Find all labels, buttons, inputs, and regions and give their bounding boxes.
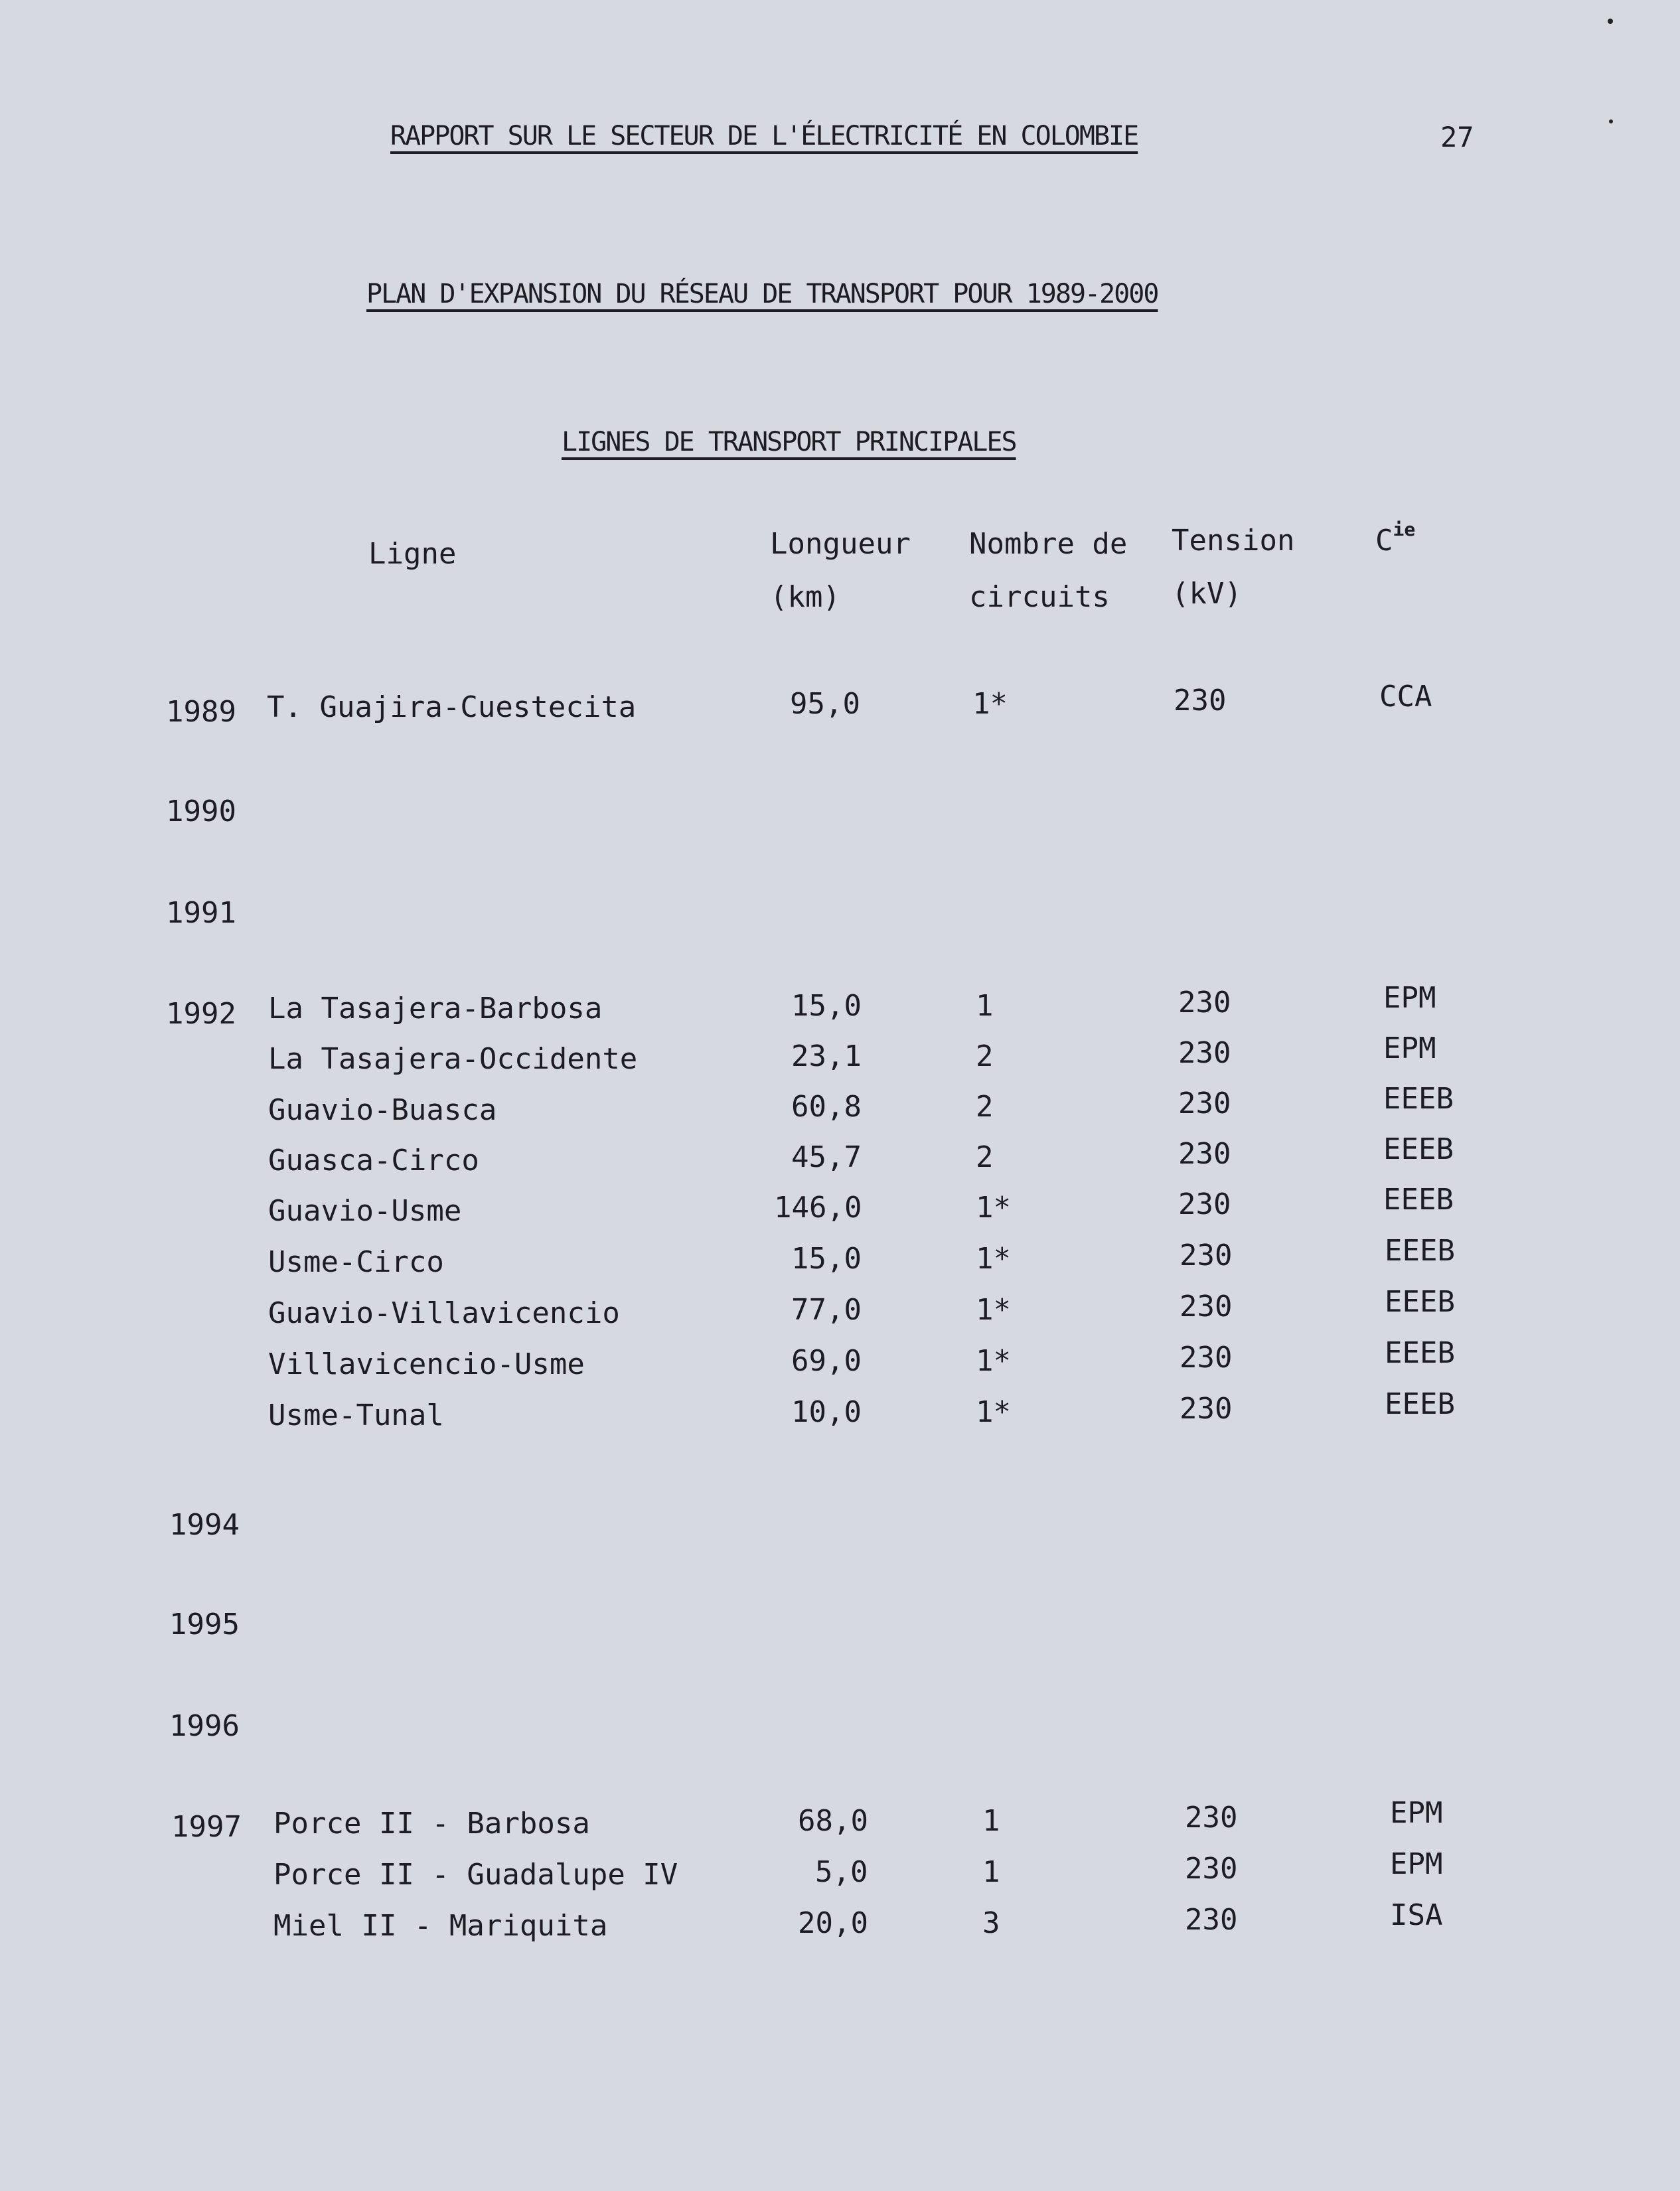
row-ligne: Porce II - Guadalupe IV bbox=[273, 1858, 678, 1892]
row-longueur: 10,0 bbox=[791, 1395, 862, 1429]
row-longueur: 45,7 bbox=[791, 1140, 862, 1174]
row-longueur: 77,0 bbox=[791, 1293, 862, 1327]
row-tension: 230 bbox=[1178, 1087, 1231, 1120]
year-label: 1992 bbox=[166, 997, 236, 1031]
row-longueur: 68,0 bbox=[798, 1804, 868, 1838]
row-ligne: T. Guajira-Cuestecita bbox=[267, 690, 637, 724]
year-label: 1990 bbox=[166, 794, 236, 828]
row-circuits: 2 bbox=[976, 1140, 994, 1174]
year-label: 1989 bbox=[166, 695, 236, 729]
col-header-circuits-line2: circuits bbox=[969, 580, 1110, 614]
row-cie: EEEB bbox=[1385, 1336, 1455, 1370]
row-ligne: Usme-Tunal bbox=[268, 1398, 444, 1432]
row-tension: 230 bbox=[1185, 1852, 1238, 1886]
row-longueur: 60,8 bbox=[791, 1090, 862, 1124]
col-header-tension bbox=[1172, 514, 1294, 621]
year-label: 1996 bbox=[169, 1709, 240, 1743]
col-header-cie-base: C bbox=[1375, 524, 1393, 558]
col-header-longueur-line2: (km) bbox=[770, 580, 840, 614]
row-cie: CCA bbox=[1379, 680, 1432, 714]
row-circuits: 1 bbox=[976, 989, 994, 1023]
row-tension: 230 bbox=[1180, 1239, 1233, 1272]
row-cie: EPM bbox=[1390, 1847, 1443, 1881]
row-circuits: 1* bbox=[976, 1344, 1011, 1378]
year-label: 1991 bbox=[166, 896, 236, 930]
row-longueur: 95,0 bbox=[790, 687, 860, 721]
row-tension: 230 bbox=[1178, 1187, 1231, 1221]
row-ligne: La Tasajera-Barbosa bbox=[268, 992, 603, 1025]
row-tension: 230 bbox=[1180, 1341, 1233, 1375]
row-ligne: Porce II - Barbosa bbox=[273, 1807, 590, 1841]
row-tension: 230 bbox=[1178, 1036, 1231, 1070]
row-circuits: 3 bbox=[982, 1906, 1000, 1940]
row-tension: 230 bbox=[1185, 1903, 1238, 1937]
row-longueur: 20,0 bbox=[798, 1906, 868, 1940]
col-header-longueur bbox=[770, 518, 911, 624]
row-longueur: 15,0 bbox=[791, 989, 862, 1023]
row-longueur: 15,0 bbox=[791, 1242, 862, 1276]
row-cie: EEEB bbox=[1385, 1234, 1455, 1268]
row-cie: EEEB bbox=[1383, 1183, 1454, 1217]
row-ligne: Guavio-Usme bbox=[268, 1194, 462, 1228]
col-header-tension-line1: Tension bbox=[1172, 524, 1295, 558]
row-tension: 230 bbox=[1178, 986, 1231, 1020]
row-circuits: 1* bbox=[972, 687, 1008, 721]
row-cie: EPM bbox=[1383, 1031, 1436, 1065]
row-circuits: 1 bbox=[982, 1855, 1000, 1889]
col-header-circuits-line1: Nombre de bbox=[969, 527, 1128, 561]
row-longueur: 69,0 bbox=[791, 1344, 862, 1378]
row-ligne: Usme-Circo bbox=[268, 1245, 444, 1279]
scan-speck bbox=[1608, 19, 1613, 24]
row-tension: 230 bbox=[1178, 1137, 1231, 1171]
year-label: 1997 bbox=[171, 1810, 242, 1844]
row-cie: EEEB bbox=[1383, 1132, 1454, 1166]
row-tension: 230 bbox=[1180, 1392, 1233, 1426]
col-header-ligne: Ligne bbox=[368, 537, 457, 571]
row-ligne: Guavio-Villavicencio bbox=[268, 1296, 620, 1330]
row-circuits: 1* bbox=[976, 1242, 1011, 1276]
row-circuits: 1* bbox=[976, 1395, 1011, 1429]
col-header-longueur-line1: Longueur bbox=[770, 527, 911, 561]
plan-title: PLAN D'EXPANSION DU RÉSEAU DE TRANSPORT POUR 1989-2000 bbox=[366, 279, 1158, 309]
row-tension: 230 bbox=[1185, 1801, 1238, 1835]
row-ligne: Guasca-Circo bbox=[268, 1144, 479, 1177]
section-title: LIGNES DE TRANSPORT PRINCIPALES bbox=[562, 427, 1016, 457]
year-label: 1995 bbox=[169, 1608, 240, 1641]
row-circuits: 1 bbox=[982, 1804, 1000, 1838]
row-cie: EEEB bbox=[1383, 1082, 1454, 1116]
row-longueur: 5,0 bbox=[815, 1855, 868, 1889]
report-title: RAPPORT SUR LE SECTEUR DE L'ÉLECTRICITÉ EN COLOMBIE bbox=[390, 121, 1138, 151]
row-ligne: Miel II - Mariquita bbox=[273, 1909, 608, 1943]
row-cie: EEEB bbox=[1385, 1285, 1455, 1319]
col-header-cie bbox=[1375, 514, 1415, 571]
row-ligne: La Tasajera-Occidente bbox=[268, 1042, 638, 1076]
row-tension: 230 bbox=[1180, 1290, 1233, 1323]
row-ligne: Villavicencio-Usme bbox=[268, 1347, 585, 1381]
row-cie: EPM bbox=[1390, 1796, 1443, 1830]
page-number: 27 bbox=[1440, 121, 1474, 153]
row-tension: 230 bbox=[1174, 684, 1227, 718]
row-circuits: 2 bbox=[976, 1090, 994, 1124]
scan-speck bbox=[1609, 119, 1613, 123]
row-circuits: 1* bbox=[976, 1293, 1011, 1327]
row-circuits: 2 bbox=[976, 1039, 994, 1073]
year-label: 1994 bbox=[169, 1508, 240, 1542]
row-cie: EPM bbox=[1383, 981, 1436, 1015]
row-longueur: 23,1 bbox=[791, 1039, 862, 1073]
col-header-tension-line2: (kV) bbox=[1172, 577, 1242, 611]
row-ligne: Guavio-Buasca bbox=[268, 1093, 497, 1127]
row-cie: ISA bbox=[1390, 1898, 1443, 1932]
row-longueur: 146,0 bbox=[774, 1191, 862, 1225]
col-header-circuits bbox=[969, 518, 1127, 624]
row-circuits: 1* bbox=[976, 1191, 1011, 1225]
row-cie: EEEB bbox=[1385, 1387, 1455, 1421]
col-header-cie-sup: ie bbox=[1393, 518, 1416, 540]
